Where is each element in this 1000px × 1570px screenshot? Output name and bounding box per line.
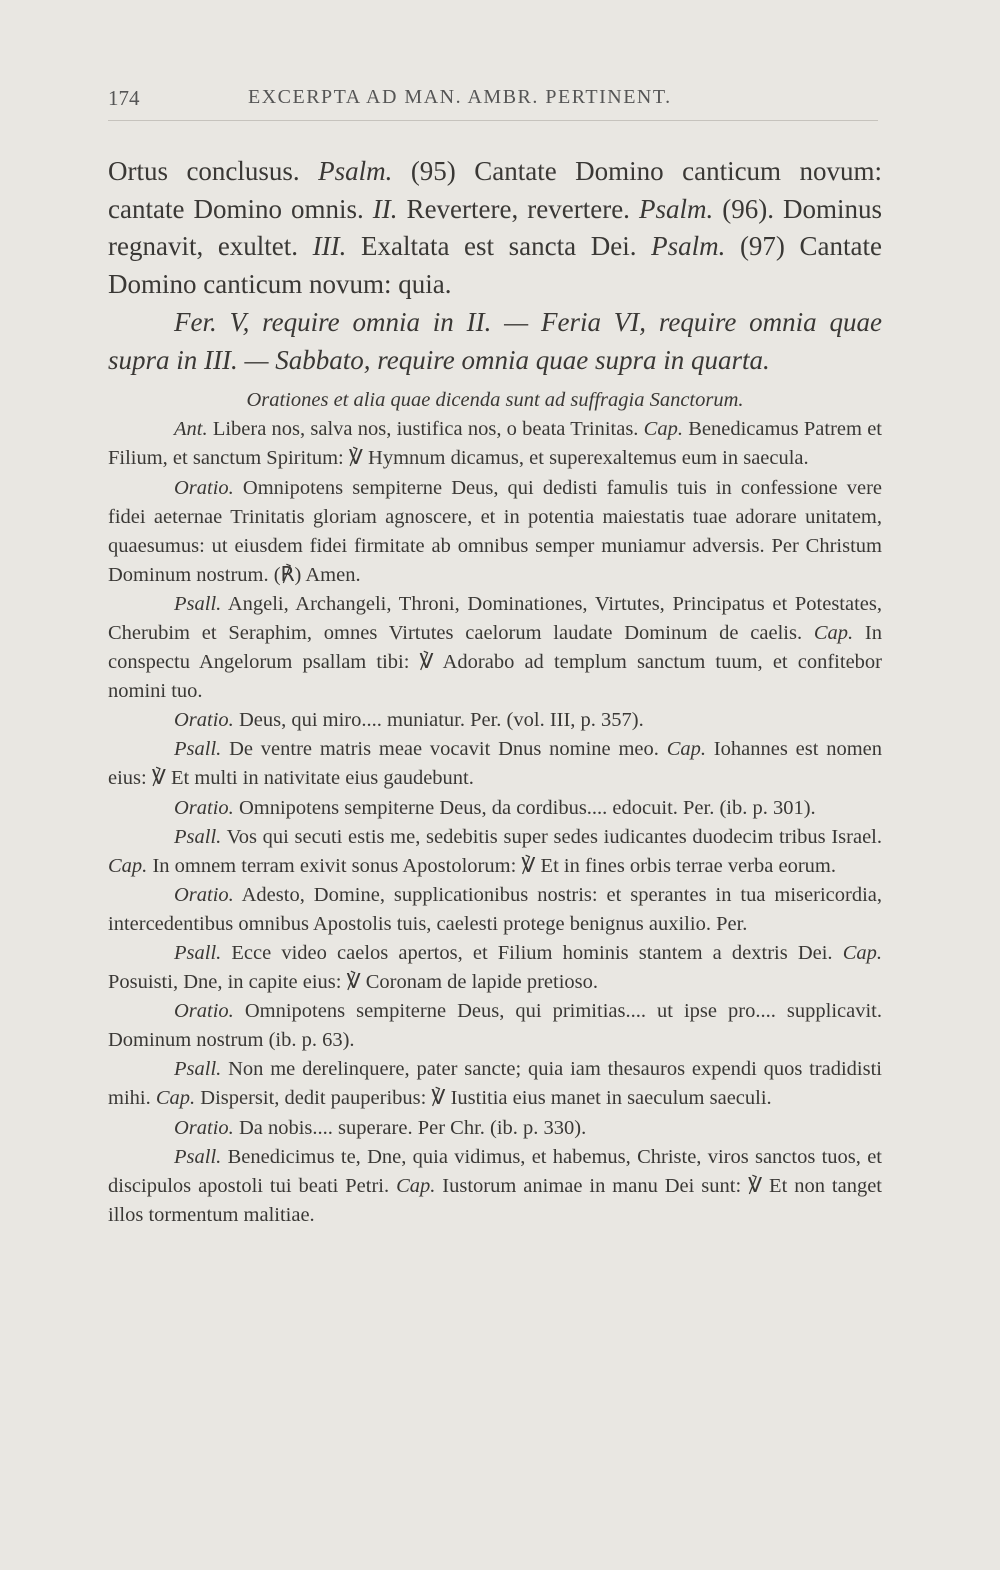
paragraph-ortus-conclusus: Ortus conclusus. Psalm. (95) Cantate Domino canticum novum: cantate Domino omnis. II. Revertere, revertere. Psalm. (96). Dominus regnavit, exultet. III. Exaltata est sancta Dei. Psalm. (97) Cantate Domino canticum novum: quia. <box>108 156 883 300</box>
paragraph-psall-non-me: Psall. Non me derelinquere, pater sancte; quia iam thesauros expendi quos tradidisti mihi. Cap. Dispersit, dedit pauperibus: ℣ Iustitia eius manet in saeculum saeculi. <box>108 1058 882 1110</box>
paragraph-psall-vos-qui: Psall. Vos qui secuti estis me, sedebitis super sedes iudicantes duodecim tribus Israel. Cap. In omnem terram exivit sonus Apostolorum: ℣ Et in fines orbis terrae verba eorum. <box>108 825 882 877</box>
page-number: 174 <box>108 86 140 110</box>
header-rule <box>108 120 878 121</box>
running-title: EXCERPTA AD MAN. AMBR. PERTINENT. <box>248 86 672 108</box>
paragraph-oratio-adesto: Oratio. Adesto, Domine, supplicationibus nostris: et sperantes in tua misericordia, intercedentibus omnibus Apostolis tuis, caelesti protege benignus auxilio. Per. <box>108 883 882 935</box>
paragraph-psall-angeli: Psall. Angeli, Archangeli, Throni, Dominationes, Virtutes, Principatus et Potestates, Cherubim et Seraphim, omnes Virtutes caelorum laudate Dominum de caelis. Cap. In conspectu Angelorum psallam tibi: ℣ Adorabo ad templum sanctum tuum, et confitebor nomini tuo. <box>108 592 882 703</box>
page-body <box>108 153 882 1230</box>
paragraph-feria-rubric: Fer. V, require omnia in II. — Feria VI, require omnia quae supra in III. — Sabbato, require omnia quae supra in quarta. <box>108 306 882 375</box>
paragraph-oratio-trinitas: Oratio. Omnipotens sempiterne Deus, qui dedisti famulis tuis in confessione vere fidei aeternae Trinitatis gloriam agnoscere, et in potentia maiestatis tuae adorare unitatem, quaesumus: ut eiusdem fidei firmitate ab omnibus semper muniamur adversis. Per Christum Dominum nostrum. (℟) Amen. <box>108 476 882 586</box>
paragraph-oratio-da-nobis: Oratio. Da nobis.... superare. Per Chr. (ib. p. 330). <box>174 1116 587 1139</box>
large-type-section <box>108 153 882 379</box>
paragraph-oratio-deus-qui-miro: Oratio. Deus, qui miro.... muniatur. Per. (vol. III, p. 357). <box>174 709 644 732</box>
paragraph-psall-benedicimus: Psall. Benedicimus te, Dne, quia vidimus, et habemus, Christe, viros sanctos tuos, et discipulos apostoli tui beati Petri. Cap. Iustorum animae in manu Dei sunt: ℣ Et non tanget illos tormentum malitiae. <box>108 1145 882 1226</box>
paragraph-oratio-da-cordibus: Oratio. Omnipotens sempiterne Deus, da cordibus.... edocuit. Per. (ib. p. 301). <box>174 796 816 819</box>
paragraph-psall-ecce-video: Psall. Ecce video caelos apertos, et Filium hominis stantem a dextris Dei. Cap. Posuisti, Dne, in capite eius: ℣ Coronam de lapide pretioso. <box>108 942 882 994</box>
section-heading: Orationes et alia quae dicenda sunt ad suffragia Sanctorum. <box>246 389 744 412</box>
paragraph-oratio-primitias: Oratio. Omnipotens sempiterne Deus, qui primitias.... ut ipse pro.... supplicavit. Dominum nostrum (ib. p. 63). <box>108 1000 882 1052</box>
paragraph-antiphon: Ant. Libera nos, salva nos, iustifica nos, o beata Trinitas. Cap. Benedicamus Patrem et Filium, et sanctum Spiritum: ℣ Hymnum dicamus, et superexaltemus eum in saecula. <box>108 418 882 470</box>
small-type-section <box>108 386 882 1230</box>
paragraph-psall-de-ventre: Psall. De ventre matris meae vocavit Dnus nomine meo. Cap. Iohannes est nomen eius: ℣ Et multi in nativitate eius gaudebunt. <box>108 738 882 790</box>
